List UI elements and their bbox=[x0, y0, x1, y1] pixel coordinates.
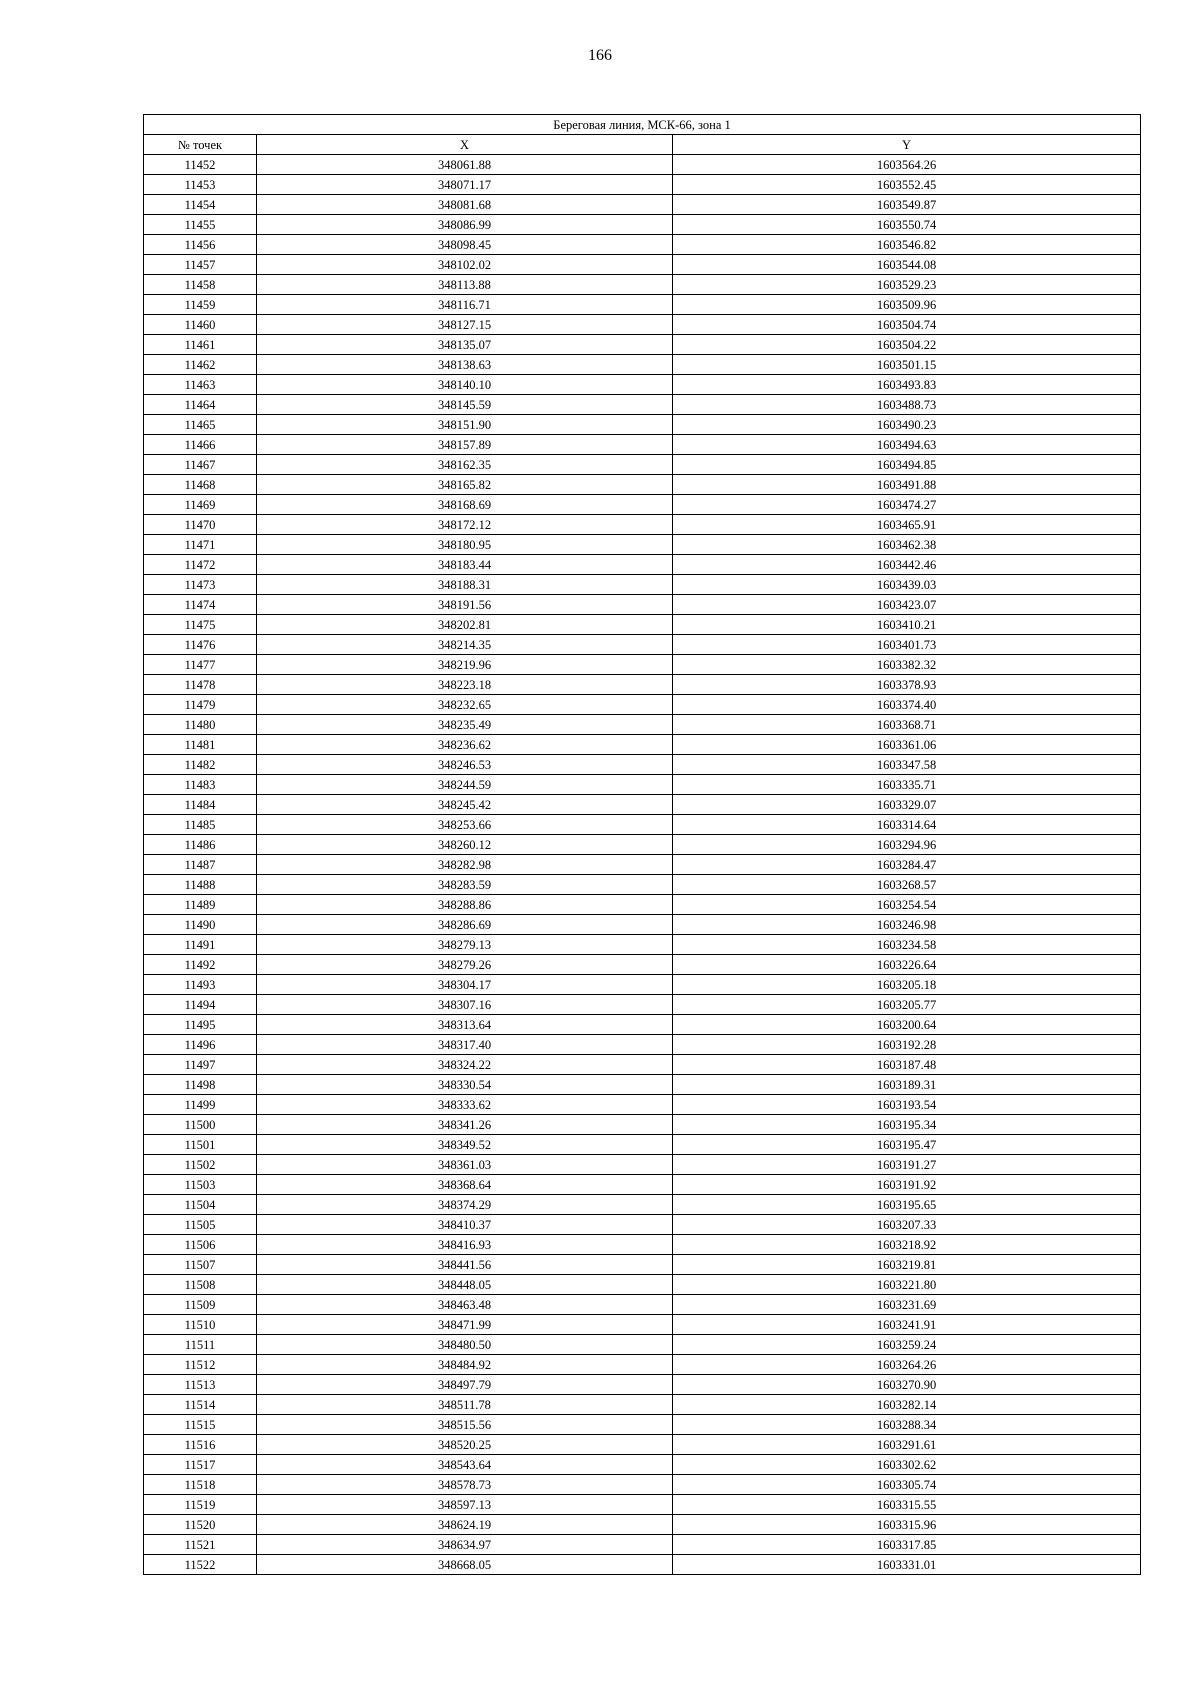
cell-y: 1603282.14 bbox=[673, 1395, 1141, 1415]
table-row bbox=[144, 275, 1141, 295]
cell-y: 1603207.33 bbox=[673, 1215, 1141, 1235]
cell-y: 1603331.01 bbox=[673, 1555, 1141, 1575]
cell-x: 348145.59 bbox=[257, 395, 673, 415]
table-row bbox=[144, 255, 1141, 275]
table-row bbox=[144, 755, 1141, 775]
table-row bbox=[144, 635, 1141, 655]
cell-point-number: 11474 bbox=[144, 595, 257, 615]
table-row bbox=[144, 1515, 1141, 1535]
table-row bbox=[144, 875, 1141, 895]
cell-point-number: 11521 bbox=[144, 1535, 257, 1555]
cell-point-number: 11456 bbox=[144, 235, 257, 255]
table-row bbox=[144, 975, 1141, 995]
cell-x: 348288.86 bbox=[257, 895, 673, 915]
cell-x: 348232.65 bbox=[257, 695, 673, 715]
cell-y: 1603195.34 bbox=[673, 1115, 1141, 1135]
cell-point-number: 11471 bbox=[144, 535, 257, 555]
cell-point-number: 11515 bbox=[144, 1415, 257, 1435]
cell-point-number: 11453 bbox=[144, 175, 257, 195]
cell-y: 1603552.45 bbox=[673, 175, 1141, 195]
table-row bbox=[144, 1375, 1141, 1395]
table-row bbox=[144, 155, 1141, 175]
cell-x: 348368.64 bbox=[257, 1175, 673, 1195]
cell-y: 1603474.27 bbox=[673, 495, 1141, 515]
cell-point-number: 11484 bbox=[144, 795, 257, 815]
cell-y: 1603361.06 bbox=[673, 735, 1141, 755]
cell-y: 1603226.64 bbox=[673, 955, 1141, 975]
table-row bbox=[144, 1335, 1141, 1355]
cell-y: 1603189.31 bbox=[673, 1075, 1141, 1095]
header-y: Y bbox=[673, 135, 1141, 155]
cell-x: 348244.59 bbox=[257, 775, 673, 795]
cell-y: 1603259.24 bbox=[673, 1335, 1141, 1355]
table-row bbox=[144, 655, 1141, 675]
cell-y: 1603439.03 bbox=[673, 575, 1141, 595]
cell-y: 1603288.34 bbox=[673, 1415, 1141, 1435]
cell-y: 1603488.73 bbox=[673, 395, 1141, 415]
table-row bbox=[144, 1455, 1141, 1475]
cell-x: 348441.56 bbox=[257, 1255, 673, 1275]
cell-y: 1603200.64 bbox=[673, 1015, 1141, 1035]
cell-y: 1603193.54 bbox=[673, 1095, 1141, 1115]
cell-point-number: 11480 bbox=[144, 715, 257, 735]
table-body bbox=[144, 155, 1141, 1575]
cell-point-number: 11499 bbox=[144, 1095, 257, 1115]
table-row bbox=[144, 1175, 1141, 1195]
cell-x: 348304.17 bbox=[257, 975, 673, 995]
cell-x: 348098.45 bbox=[257, 235, 673, 255]
table-row bbox=[144, 1115, 1141, 1135]
cell-y: 1603368.71 bbox=[673, 715, 1141, 735]
cell-point-number: 11486 bbox=[144, 835, 257, 855]
cell-point-number: 11470 bbox=[144, 515, 257, 535]
cell-y: 1603192.28 bbox=[673, 1035, 1141, 1055]
cell-point-number: 11487 bbox=[144, 855, 257, 875]
cell-point-number: 11455 bbox=[144, 215, 257, 235]
cell-point-number: 11482 bbox=[144, 755, 257, 775]
cell-y: 1603410.21 bbox=[673, 615, 1141, 635]
cell-y: 1603490.23 bbox=[673, 415, 1141, 435]
cell-point-number: 11491 bbox=[144, 935, 257, 955]
cell-y: 1603347.58 bbox=[673, 755, 1141, 775]
cell-y: 1603494.85 bbox=[673, 455, 1141, 475]
cell-x: 348165.82 bbox=[257, 475, 673, 495]
cell-y: 1603401.73 bbox=[673, 635, 1141, 655]
cell-y: 1603465.91 bbox=[673, 515, 1141, 535]
cell-x: 348330.54 bbox=[257, 1075, 673, 1095]
cell-point-number: 11485 bbox=[144, 815, 257, 835]
cell-y: 1603264.26 bbox=[673, 1355, 1141, 1375]
cell-x: 348102.02 bbox=[257, 255, 673, 275]
cell-x: 348374.29 bbox=[257, 1195, 673, 1215]
cell-x: 348081.68 bbox=[257, 195, 673, 215]
table-row bbox=[144, 1315, 1141, 1335]
cell-point-number: 11489 bbox=[144, 895, 257, 915]
cell-point-number: 11473 bbox=[144, 575, 257, 595]
cell-x: 348223.18 bbox=[257, 675, 673, 695]
cell-point-number: 11492 bbox=[144, 955, 257, 975]
table-row bbox=[144, 1275, 1141, 1295]
table-row bbox=[144, 475, 1141, 495]
cell-x: 348138.63 bbox=[257, 355, 673, 375]
cell-x: 348511.78 bbox=[257, 1395, 673, 1415]
cell-x: 348183.44 bbox=[257, 555, 673, 575]
table-row bbox=[144, 515, 1141, 535]
table-row bbox=[144, 175, 1141, 195]
cell-point-number: 11505 bbox=[144, 1215, 257, 1235]
cell-y: 1603529.23 bbox=[673, 275, 1141, 295]
cell-y: 1603493.83 bbox=[673, 375, 1141, 395]
table-row bbox=[144, 995, 1141, 1015]
page-number: 166 bbox=[588, 47, 612, 64]
table-row bbox=[144, 895, 1141, 915]
cell-y: 1603546.82 bbox=[673, 235, 1141, 255]
header-x: X bbox=[257, 135, 673, 155]
table-row bbox=[144, 435, 1141, 455]
cell-x: 348246.53 bbox=[257, 755, 673, 775]
cell-y: 1603509.96 bbox=[673, 295, 1141, 315]
cell-point-number: 11475 bbox=[144, 615, 257, 635]
cell-y: 1603268.57 bbox=[673, 875, 1141, 895]
cell-x: 348116.71 bbox=[257, 295, 673, 315]
cell-x: 348172.12 bbox=[257, 515, 673, 535]
cell-point-number: 11462 bbox=[144, 355, 257, 375]
cell-x: 348480.50 bbox=[257, 1335, 673, 1355]
cell-x: 348520.25 bbox=[257, 1435, 673, 1455]
cell-point-number: 11464 bbox=[144, 395, 257, 415]
cell-x: 348361.03 bbox=[257, 1155, 673, 1175]
cell-x: 348597.13 bbox=[257, 1495, 673, 1515]
table-row bbox=[144, 555, 1141, 575]
cell-x: 348245.42 bbox=[257, 795, 673, 815]
cell-y: 1603195.65 bbox=[673, 1195, 1141, 1215]
cell-y: 1603382.32 bbox=[673, 655, 1141, 675]
cell-y: 1603504.22 bbox=[673, 335, 1141, 355]
table-row bbox=[144, 1355, 1141, 1375]
cell-point-number: 11467 bbox=[144, 455, 257, 475]
cell-y: 1603442.46 bbox=[673, 555, 1141, 575]
cell-point-number: 11460 bbox=[144, 315, 257, 335]
cell-point-number: 11516 bbox=[144, 1435, 257, 1455]
cell-point-number: 11518 bbox=[144, 1475, 257, 1495]
cell-point-number: 11488 bbox=[144, 875, 257, 895]
cell-point-number: 11481 bbox=[144, 735, 257, 755]
cell-x: 348333.62 bbox=[257, 1095, 673, 1115]
cell-x: 348349.52 bbox=[257, 1135, 673, 1155]
cell-x: 348283.59 bbox=[257, 875, 673, 895]
cell-point-number: 11457 bbox=[144, 255, 257, 275]
table-row bbox=[144, 1155, 1141, 1175]
table-row bbox=[144, 1495, 1141, 1515]
cell-point-number: 11472 bbox=[144, 555, 257, 575]
cell-x: 348341.26 bbox=[257, 1115, 673, 1135]
cell-point-number: 11454 bbox=[144, 195, 257, 215]
table-row bbox=[144, 215, 1141, 235]
table-row bbox=[144, 595, 1141, 615]
table-row bbox=[144, 955, 1141, 975]
cell-point-number: 11468 bbox=[144, 475, 257, 495]
cell-point-number: 11513 bbox=[144, 1375, 257, 1395]
table-row bbox=[144, 575, 1141, 595]
cell-point-number: 11465 bbox=[144, 415, 257, 435]
cell-x: 348127.15 bbox=[257, 315, 673, 335]
table-row bbox=[144, 1295, 1141, 1315]
cell-point-number: 11458 bbox=[144, 275, 257, 295]
table-row bbox=[144, 1135, 1141, 1155]
cell-point-number: 11506 bbox=[144, 1235, 257, 1255]
cell-x: 348286.69 bbox=[257, 915, 673, 935]
header-point-number: № точек bbox=[144, 135, 257, 155]
cell-x: 348279.13 bbox=[257, 935, 673, 955]
cell-x: 348448.05 bbox=[257, 1275, 673, 1295]
cell-point-number: 11469 bbox=[144, 495, 257, 515]
cell-point-number: 11476 bbox=[144, 635, 257, 655]
cell-point-number: 11508 bbox=[144, 1275, 257, 1295]
table-row bbox=[144, 855, 1141, 875]
table-row bbox=[144, 1555, 1141, 1575]
cell-y: 1603234.58 bbox=[673, 935, 1141, 955]
table-row bbox=[144, 815, 1141, 835]
cell-point-number: 11495 bbox=[144, 1015, 257, 1035]
cell-y: 1603221.80 bbox=[673, 1275, 1141, 1295]
cell-y: 1603504.74 bbox=[673, 315, 1141, 335]
cell-x: 348497.79 bbox=[257, 1375, 673, 1395]
cell-y: 1603315.55 bbox=[673, 1495, 1141, 1515]
cell-point-number: 11500 bbox=[144, 1115, 257, 1135]
cell-y: 1603314.64 bbox=[673, 815, 1141, 835]
table-row bbox=[144, 1015, 1141, 1035]
cell-point-number: 11490 bbox=[144, 915, 257, 935]
cell-y: 1603423.07 bbox=[673, 595, 1141, 615]
table-row bbox=[144, 1255, 1141, 1275]
cell-y: 1603205.18 bbox=[673, 975, 1141, 995]
table-row bbox=[144, 235, 1141, 255]
table-row bbox=[144, 1235, 1141, 1255]
cell-point-number: 11507 bbox=[144, 1255, 257, 1275]
cell-y: 1603291.61 bbox=[673, 1435, 1141, 1455]
cell-x: 348484.92 bbox=[257, 1355, 673, 1375]
cell-y: 1603378.93 bbox=[673, 675, 1141, 695]
cell-x: 348307.16 bbox=[257, 995, 673, 1015]
cell-point-number: 11497 bbox=[144, 1055, 257, 1075]
table-row bbox=[144, 775, 1141, 795]
table-row bbox=[144, 1095, 1141, 1115]
cell-x: 348324.22 bbox=[257, 1055, 673, 1075]
cell-point-number: 11498 bbox=[144, 1075, 257, 1095]
table-row bbox=[144, 1415, 1141, 1435]
cell-point-number: 11483 bbox=[144, 775, 257, 795]
cell-x: 348236.62 bbox=[257, 735, 673, 755]
cell-y: 1603544.08 bbox=[673, 255, 1141, 275]
cell-y: 1603246.98 bbox=[673, 915, 1141, 935]
cell-y: 1603491.88 bbox=[673, 475, 1141, 495]
cell-point-number: 11504 bbox=[144, 1195, 257, 1215]
cell-x: 348578.73 bbox=[257, 1475, 673, 1495]
cell-point-number: 11496 bbox=[144, 1035, 257, 1055]
table-row bbox=[144, 195, 1141, 215]
cell-x: 348282.98 bbox=[257, 855, 673, 875]
cell-x: 348235.49 bbox=[257, 715, 673, 735]
cell-point-number: 11479 bbox=[144, 695, 257, 715]
cell-x: 348061.88 bbox=[257, 155, 673, 175]
cell-x: 348219.96 bbox=[257, 655, 673, 675]
cell-point-number: 11478 bbox=[144, 675, 257, 695]
table-row bbox=[144, 715, 1141, 735]
cell-x: 348515.56 bbox=[257, 1415, 673, 1435]
cell-point-number: 11510 bbox=[144, 1315, 257, 1335]
table-row bbox=[144, 675, 1141, 695]
cell-y: 1603284.47 bbox=[673, 855, 1141, 875]
cell-x: 348191.56 bbox=[257, 595, 673, 615]
cell-y: 1603254.54 bbox=[673, 895, 1141, 915]
cell-point-number: 11466 bbox=[144, 435, 257, 455]
cell-x: 348162.35 bbox=[257, 455, 673, 475]
cell-x: 348463.48 bbox=[257, 1295, 673, 1315]
cell-point-number: 11522 bbox=[144, 1555, 257, 1575]
table-row bbox=[144, 615, 1141, 635]
cell-x: 348634.97 bbox=[257, 1535, 673, 1555]
cell-y: 1603564.26 bbox=[673, 155, 1141, 175]
cell-y: 1603231.69 bbox=[673, 1295, 1141, 1315]
cell-y: 1603294.96 bbox=[673, 835, 1141, 855]
table-row bbox=[144, 1215, 1141, 1235]
table-row bbox=[144, 735, 1141, 755]
cell-x: 348543.64 bbox=[257, 1455, 673, 1475]
cell-x: 348086.99 bbox=[257, 215, 673, 235]
cell-x: 348214.35 bbox=[257, 635, 673, 655]
cell-x: 348140.10 bbox=[257, 375, 673, 395]
cell-point-number: 11493 bbox=[144, 975, 257, 995]
cell-y: 1603549.87 bbox=[673, 195, 1141, 215]
table-row bbox=[144, 1395, 1141, 1415]
cell-x: 348071.17 bbox=[257, 175, 673, 195]
table-row bbox=[144, 1435, 1141, 1455]
cell-y: 1603302.62 bbox=[673, 1455, 1141, 1475]
cell-point-number: 11517 bbox=[144, 1455, 257, 1475]
cell-y: 1603494.63 bbox=[673, 435, 1141, 455]
table-caption: Береговая линия, МСК-66, зона 1 bbox=[144, 115, 1141, 135]
table-row bbox=[144, 375, 1141, 395]
cell-x: 348410.37 bbox=[257, 1215, 673, 1235]
cell-y: 1603329.07 bbox=[673, 795, 1141, 815]
coordinates-table bbox=[143, 114, 1141, 1575]
cell-x: 348168.69 bbox=[257, 495, 673, 515]
cell-point-number: 11512 bbox=[144, 1355, 257, 1375]
cell-x: 348668.05 bbox=[257, 1555, 673, 1575]
table-caption-row bbox=[144, 115, 1141, 135]
cell-point-number: 11461 bbox=[144, 335, 257, 355]
cell-y: 1603335.71 bbox=[673, 775, 1141, 795]
cell-x: 348624.19 bbox=[257, 1515, 673, 1535]
cell-x: 348188.31 bbox=[257, 575, 673, 595]
cell-y: 1603191.92 bbox=[673, 1175, 1141, 1195]
cell-y: 1603317.85 bbox=[673, 1535, 1141, 1555]
table-header-row bbox=[144, 135, 1141, 155]
table-row bbox=[144, 1055, 1141, 1075]
table-row bbox=[144, 1475, 1141, 1495]
cell-y: 1603305.74 bbox=[673, 1475, 1141, 1495]
table-row bbox=[144, 1075, 1141, 1095]
table-row bbox=[144, 335, 1141, 355]
cell-y: 1603462.38 bbox=[673, 535, 1141, 555]
table-row bbox=[144, 315, 1141, 335]
cell-x: 348180.95 bbox=[257, 535, 673, 555]
cell-point-number: 11511 bbox=[144, 1335, 257, 1355]
cell-point-number: 11494 bbox=[144, 995, 257, 1015]
table-row bbox=[144, 395, 1141, 415]
cell-point-number: 11502 bbox=[144, 1155, 257, 1175]
table-row bbox=[144, 835, 1141, 855]
cell-x: 348113.88 bbox=[257, 275, 673, 295]
cell-y: 1603205.77 bbox=[673, 995, 1141, 1015]
cell-x: 348260.12 bbox=[257, 835, 673, 855]
table-row bbox=[144, 935, 1141, 955]
cell-y: 1603315.96 bbox=[673, 1515, 1141, 1535]
cell-point-number: 11509 bbox=[144, 1295, 257, 1315]
cell-point-number: 11452 bbox=[144, 155, 257, 175]
table-row bbox=[144, 455, 1141, 475]
table-row bbox=[144, 495, 1141, 515]
cell-y: 1603270.90 bbox=[673, 1375, 1141, 1395]
cell-y: 1603219.81 bbox=[673, 1255, 1141, 1275]
cell-y: 1603218.92 bbox=[673, 1235, 1141, 1255]
table-row bbox=[144, 535, 1141, 555]
table-row bbox=[144, 295, 1141, 315]
cell-point-number: 11477 bbox=[144, 655, 257, 675]
cell-point-number: 11501 bbox=[144, 1135, 257, 1155]
cell-x: 348202.81 bbox=[257, 615, 673, 635]
cell-x: 348135.07 bbox=[257, 335, 673, 355]
table-row bbox=[144, 795, 1141, 815]
cell-point-number: 11463 bbox=[144, 375, 257, 395]
cell-point-number: 11520 bbox=[144, 1515, 257, 1535]
cell-x: 348317.40 bbox=[257, 1035, 673, 1055]
table-row bbox=[144, 1535, 1141, 1555]
cell-x: 348416.93 bbox=[257, 1235, 673, 1255]
cell-y: 1603550.74 bbox=[673, 215, 1141, 235]
cell-x: 348279.26 bbox=[257, 955, 673, 975]
table-row bbox=[144, 415, 1141, 435]
cell-x: 348253.66 bbox=[257, 815, 673, 835]
cell-y: 1603187.48 bbox=[673, 1055, 1141, 1075]
cell-point-number: 11519 bbox=[144, 1495, 257, 1515]
cell-y: 1603195.47 bbox=[673, 1135, 1141, 1155]
cell-y: 1603374.40 bbox=[673, 695, 1141, 715]
cell-y: 1603501.15 bbox=[673, 355, 1141, 375]
table-row bbox=[144, 355, 1141, 375]
cell-y: 1603191.27 bbox=[673, 1155, 1141, 1175]
cell-point-number: 11514 bbox=[144, 1395, 257, 1415]
cell-point-number: 11503 bbox=[144, 1175, 257, 1195]
cell-y: 1603241.91 bbox=[673, 1315, 1141, 1335]
table-row bbox=[144, 1195, 1141, 1215]
cell-point-number: 11459 bbox=[144, 295, 257, 315]
cell-x: 348151.90 bbox=[257, 415, 673, 435]
cell-x: 348313.64 bbox=[257, 1015, 673, 1035]
table-row bbox=[144, 695, 1141, 715]
cell-x: 348471.99 bbox=[257, 1315, 673, 1335]
cell-x: 348157.89 bbox=[257, 435, 673, 455]
table-row bbox=[144, 915, 1141, 935]
table-row bbox=[144, 1035, 1141, 1055]
